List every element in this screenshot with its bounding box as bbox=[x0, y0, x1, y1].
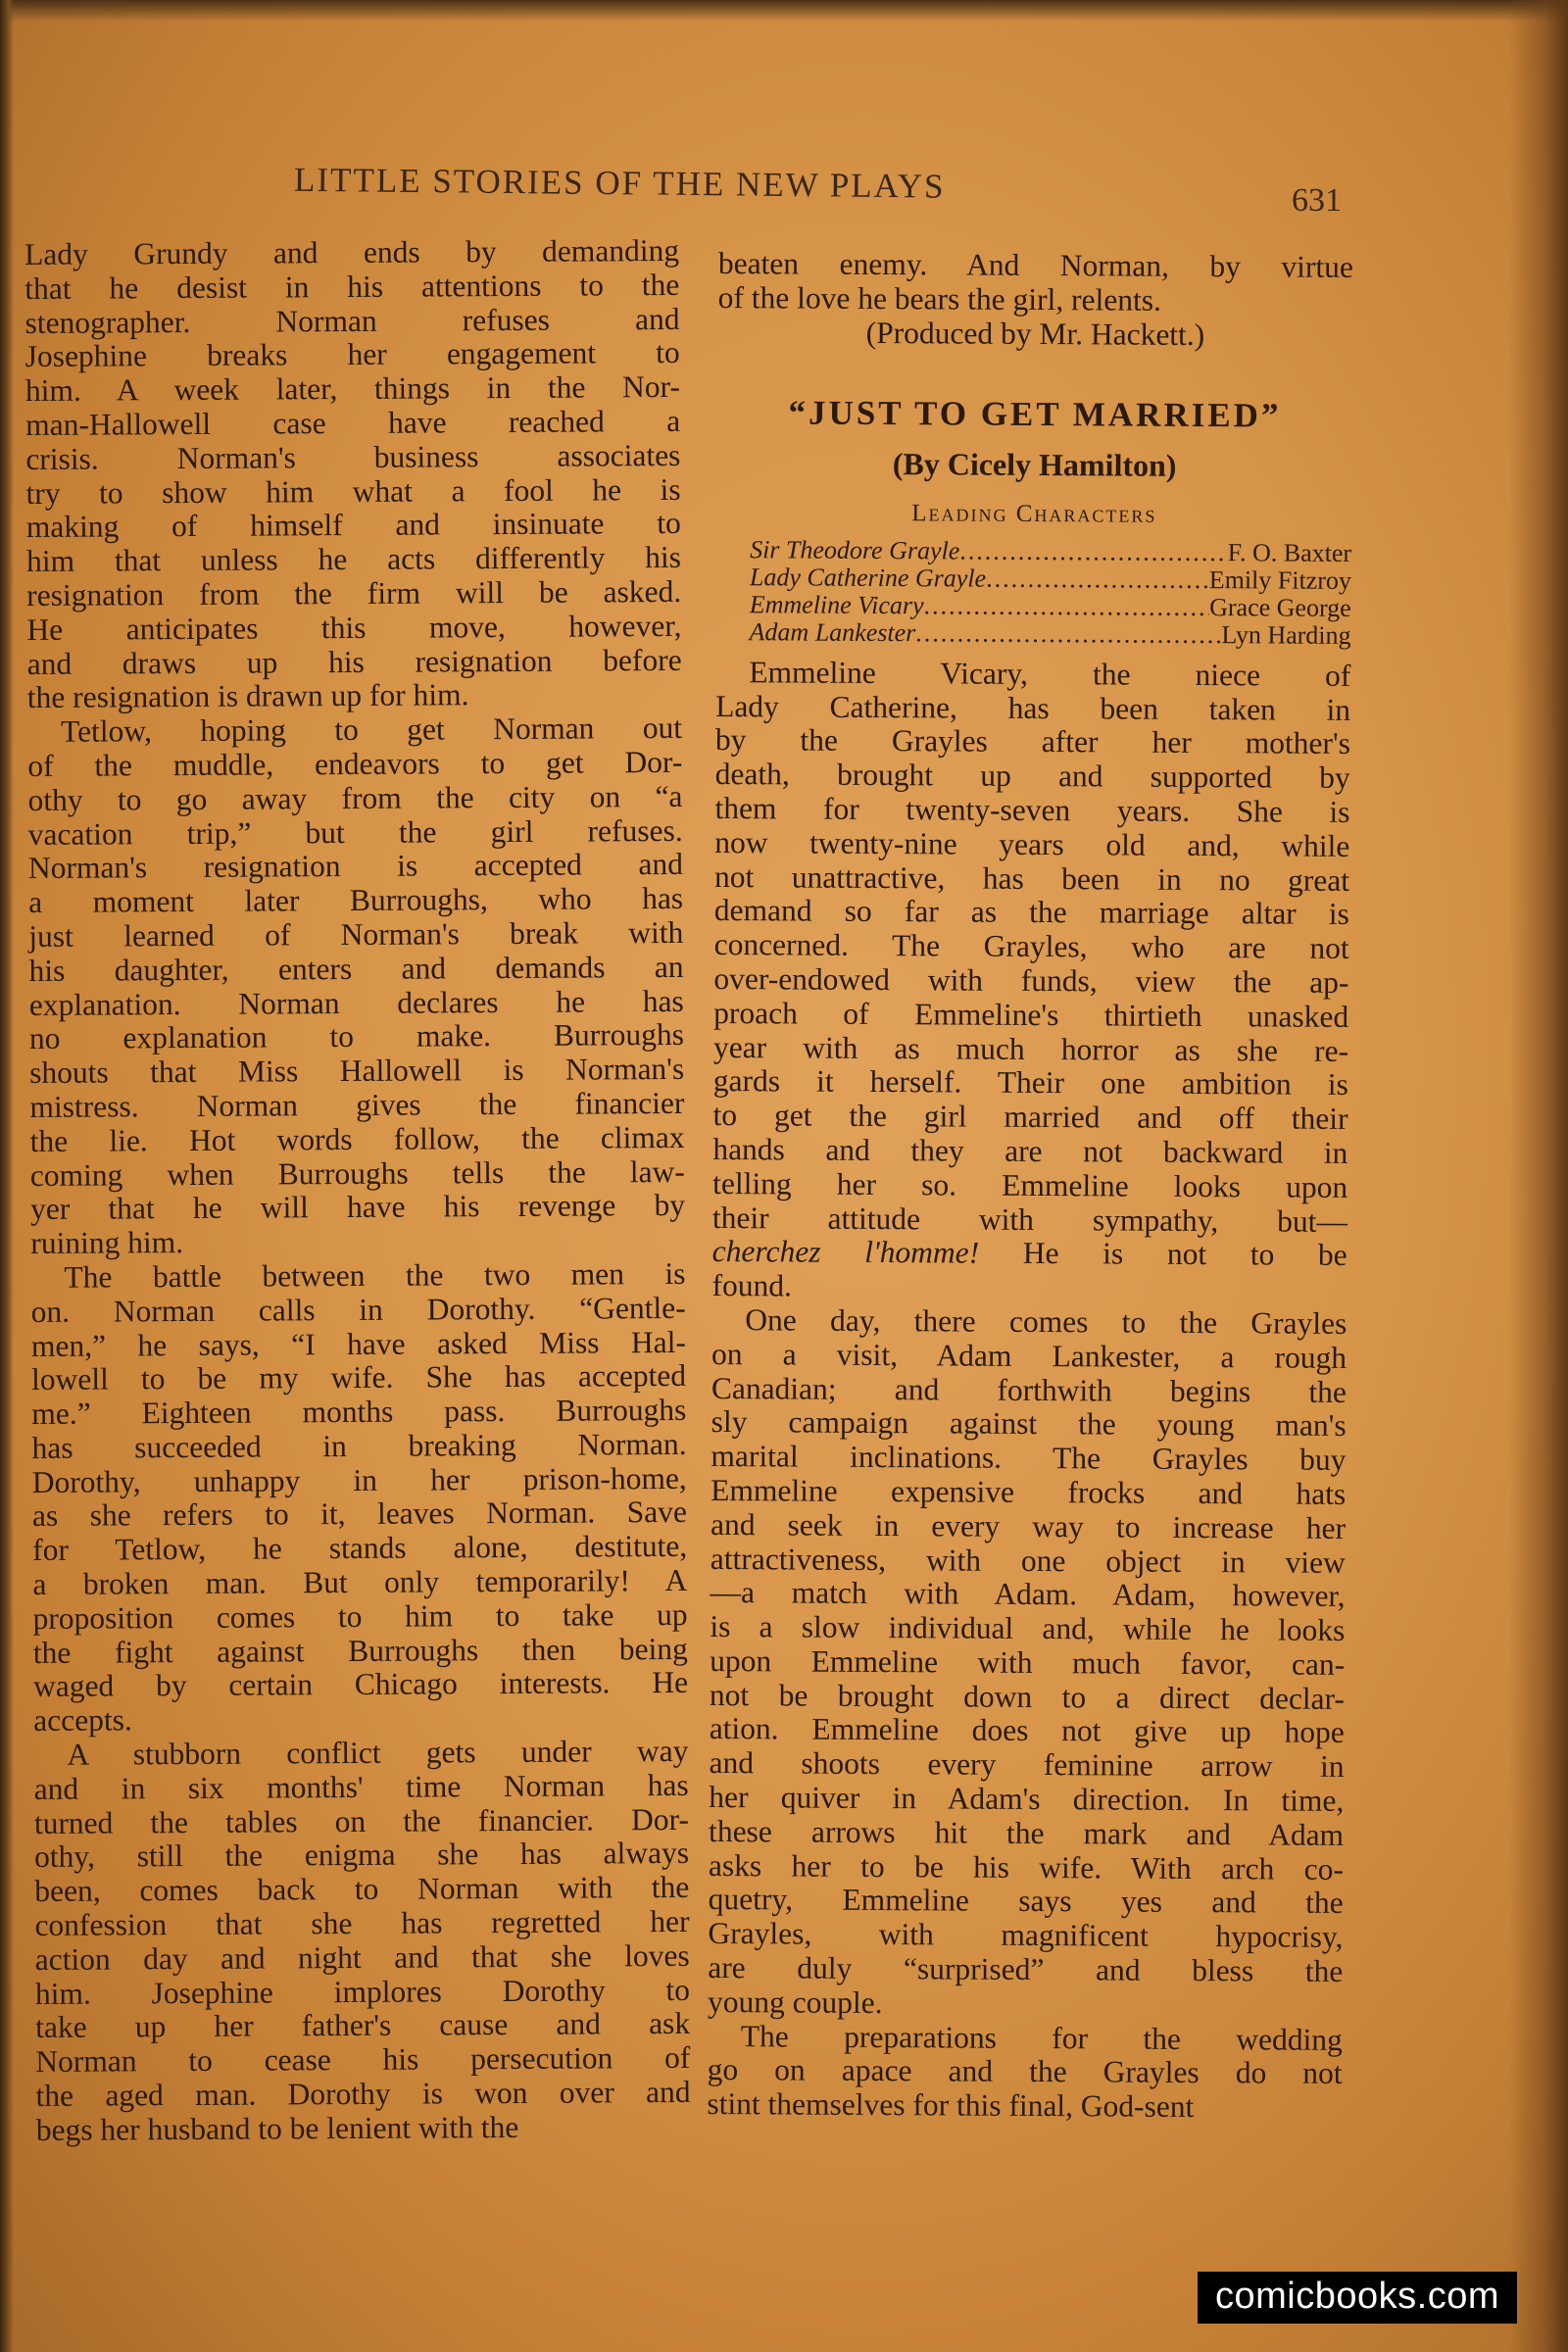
text-line: asks her to be his wife. With arch co- bbox=[708, 1847, 1345, 1886]
site-watermark: comicbooks.com bbox=[1198, 2272, 1517, 2324]
text-line: Canadian; and forthwith begins the bbox=[710, 1370, 1347, 1409]
text-line: resignation from the firm will be asked. bbox=[26, 573, 682, 612]
text-line: and draws up his resignation before bbox=[26, 642, 682, 681]
text-line: othy, still the enigma she has always bbox=[33, 1836, 690, 1875]
text-line: death, brought up and supported by bbox=[714, 757, 1350, 796]
text-line: Grayles, with magnificent hypocrisy, bbox=[708, 1916, 1344, 1955]
text-line: their attitude with sympathy, but— bbox=[711, 1200, 1348, 1239]
text-line: othy to go away from the city on “a bbox=[27, 778, 683, 817]
cast-actor: Lyn Harding bbox=[1221, 619, 1351, 650]
cast-leader-dots bbox=[915, 619, 1221, 649]
text-line: are duly “surprised” and bless the bbox=[708, 1950, 1344, 1988]
text-line: the lie. Hot words follow, the climax bbox=[29, 1119, 685, 1158]
text-line: making of himself and insinuate to bbox=[25, 506, 681, 545]
text-line: Josephine breaks her engagement to bbox=[24, 335, 680, 374]
text-line: by the Grayles after her mother's bbox=[714, 722, 1351, 761]
text-line: Emmeline Vicary, the niece of bbox=[749, 654, 1351, 693]
text-line: coming when Burroughs tells the law- bbox=[29, 1153, 685, 1193]
text-line: him. A week later, things in the Nor- bbox=[24, 369, 681, 409]
text-line: crisis. Norman's business associates bbox=[25, 437, 681, 476]
text-line: and in six months' time Norman has bbox=[33, 1767, 689, 1806]
text-line: now twenty-nine years old and, while bbox=[714, 824, 1350, 863]
cast-actor: F. O. Baxter bbox=[1227, 537, 1352, 567]
text-line: proach of Emmeline's thirtieth unasked bbox=[713, 995, 1349, 1034]
text-line: and shoots every feminine arrow in bbox=[709, 1745, 1345, 1785]
text-line: men,” he says, “I have asked Miss Hal- bbox=[30, 1324, 686, 1363]
text-line: upon Emmeline with much favor, can- bbox=[710, 1642, 1346, 1682]
text-line: try to show him what a fool he is bbox=[25, 471, 681, 511]
text-line: yer that he will have his revenge by bbox=[29, 1188, 686, 1227]
cast-leader-dots bbox=[959, 537, 1227, 566]
text-line: not be brought down to a direct declar- bbox=[709, 1677, 1346, 1716]
page-edge-shadow bbox=[1509, 0, 1568, 2352]
text-line: him. Josephine implores Dorothy to bbox=[34, 1972, 691, 2011]
cast-actor: Grace George bbox=[1209, 592, 1351, 622]
text-line: marital inclinations. The Grayles buy bbox=[710, 1439, 1347, 1478]
text-line: cherchez l'homme! He is not to be bbox=[711, 1234, 1348, 1273]
text-line: and seek in every way to increase her bbox=[710, 1506, 1347, 1545]
text-line: take up her father's cause and ask bbox=[35, 2006, 691, 2045]
left-column bbox=[24, 234, 691, 2148]
text-line: stenographer. Norman refuses and bbox=[24, 301, 680, 340]
producer-note: (Produced by Mr. Hackett.) bbox=[865, 315, 1205, 352]
text-line: has succeeded in breaking Norman. bbox=[31, 1426, 687, 1465]
text-line: beaten enemy. And Norman, by virtue bbox=[717, 246, 1353, 284]
text-line: explanation. Norman declares he has bbox=[28, 983, 684, 1022]
italic-phrase: cherchez l'homme! bbox=[711, 1234, 980, 1270]
text-line: shouts that Miss Hallowell is Norman's bbox=[29, 1052, 685, 1091]
text-line: vacation trip,” but the girl refuses. bbox=[27, 812, 683, 852]
text-line: Norman to cease his persecution of bbox=[35, 2040, 691, 2080]
cast-leader-dots bbox=[924, 592, 1210, 621]
cast-role: Sir Theodore Grayle bbox=[750, 534, 960, 565]
text-line: The battle between the two men is bbox=[64, 1255, 686, 1295]
right-column bbox=[707, 247, 1353, 2126]
text-line: that he desist in his attentions to the bbox=[24, 267, 680, 306]
page-top-shadow bbox=[0, 0, 1568, 22]
text-line: begs her husband to be lenient with the bbox=[35, 2109, 519, 2147]
text-line: confession that she has regretted her bbox=[34, 1903, 690, 1943]
text-line: sly campaign against the young man's bbox=[710, 1404, 1347, 1444]
text-line: of the muddle, endeavors to get Dor- bbox=[27, 744, 683, 783]
text-line: the aged man. Dorothy is won over and bbox=[35, 2074, 691, 2113]
text-line: is a slow individual and, while he looks bbox=[710, 1609, 1346, 1648]
text-line: hands and they are not backward in bbox=[712, 1131, 1348, 1170]
text-line: just learned of Norman's break with bbox=[28, 914, 684, 954]
text-line: mistress. Norman gives the financier bbox=[29, 1085, 685, 1124]
text-line: found. bbox=[711, 1268, 793, 1303]
text-line: action day and night and that she loves bbox=[34, 1937, 690, 1977]
right-column-intro bbox=[718, 247, 1353, 319]
text-line: stint themselves for this final, God-sent bbox=[707, 2086, 1195, 2125]
text-line: lowell to be my wife. She has accepted bbox=[31, 1358, 687, 1397]
text-line: ation. Emmeline does not give up hope bbox=[709, 1711, 1345, 1750]
text-line: proposition comes to him to take up bbox=[32, 1596, 688, 1636]
page-binding-shadow bbox=[0, 0, 14, 2352]
cast-leader-dots bbox=[986, 564, 1209, 593]
cast-heading: Leading Characters bbox=[911, 500, 1157, 528]
text-line: attractiveness, with one object in view bbox=[710, 1541, 1346, 1580]
text-line: —a match with Adam. Adam, however, bbox=[710, 1575, 1346, 1614]
cast-role: Lady Catherine Grayle bbox=[749, 562, 987, 593]
text-line: man-Hallowell case have reached a bbox=[25, 403, 681, 442]
text-line: concerned. The Grayles, who are not bbox=[713, 927, 1349, 966]
text-line: on. Norman calls in Dorothy. “Gentle- bbox=[30, 1290, 686, 1329]
cast-role: Emmeline Vicary bbox=[749, 589, 924, 620]
text-line: on a visit, Adam Lankester, a rough bbox=[710, 1336, 1348, 1375]
text-line: over-endowed with funds, view the ap- bbox=[713, 960, 1349, 1000]
text-line: him that unless he acts differently his bbox=[25, 540, 682, 579]
text-line: no explanation to make. Burroughs bbox=[28, 1017, 685, 1056]
cast-actor: Emily Fitzroy bbox=[1208, 564, 1352, 595]
play-title: “JUST TO GET MARRIED” bbox=[788, 393, 1282, 435]
text-line: me.” Eighteen months pass. Burroughs bbox=[31, 1392, 687, 1432]
text-line: waged by certain Chicago interests. He bbox=[32, 1665, 689, 1704]
text-line: go on apace and the Grayles do not bbox=[707, 2052, 1343, 2091]
text-line: a broken man. But only temporarily! A bbox=[32, 1562, 688, 1602]
text-line: He anticipates this move, however, bbox=[26, 608, 682, 647]
text-line: the fight against Burroughs then being bbox=[32, 1631, 688, 1670]
text-line: been, comes back to Norman with the bbox=[34, 1870, 690, 1909]
text-line: telling her so. Emmeline looks upon bbox=[712, 1165, 1348, 1204]
text-line: Emmeline expensive frocks and hats bbox=[710, 1472, 1347, 1511]
cast-role: Adam Lankester bbox=[749, 616, 916, 648]
text-line: accepts. bbox=[33, 1702, 132, 1739]
text-line: a moment later Burroughs, who has bbox=[28, 881, 684, 920]
text-line: One day, there comes to the Grayles bbox=[745, 1302, 1348, 1341]
text-line: young couple. bbox=[707, 1984, 883, 2020]
text-line: to get the girl married and off their bbox=[712, 1098, 1348, 1137]
text-line: quetry, Emmeline says yes and the bbox=[708, 1882, 1344, 1921]
play-author: (By Cicely Hamilton) bbox=[892, 446, 1177, 484]
cast-entry bbox=[716, 618, 1351, 650]
text-line: not unattractive, has been in no great bbox=[713, 858, 1350, 898]
text-line: ruining him. bbox=[30, 1225, 184, 1261]
text-line: of the love he bears the girl, relents. bbox=[717, 279, 1162, 318]
text-line: her quiver in Adam's direction. In time, bbox=[709, 1780, 1345, 1819]
text-line: Tetlow, hoping to get Norman out bbox=[60, 710, 683, 749]
text-line: year with as much horror as she re- bbox=[712, 1029, 1349, 1068]
cast-list bbox=[716, 536, 1352, 650]
text-line: for Tetlow, he stands alone, destitute, bbox=[32, 1529, 688, 1568]
text-line: Lady Grundy and ends by demanding bbox=[24, 232, 680, 271]
text-line: Dorothy, unhappy in her prison-home, bbox=[31, 1460, 687, 1499]
text-line: The preparations for the wedding bbox=[740, 2018, 1343, 2057]
text-line: his daughter, enters and demands an bbox=[28, 949, 684, 988]
text-line: as she refers to it, leaves Norman. Save bbox=[31, 1494, 688, 1534]
text-line: the resignation is drawn up for him. bbox=[26, 677, 469, 715]
right-column-body bbox=[707, 656, 1350, 2126]
page-number: 631 bbox=[1292, 182, 1342, 219]
text-line: A stubborn conflict gets under way bbox=[67, 1733, 689, 1772]
text-line: Norman's resignation is accepted and bbox=[27, 847, 684, 886]
text-line: these arrows hit the mark and Adam bbox=[709, 1813, 1345, 1852]
text-line: them for twenty-seven years. She is bbox=[714, 790, 1350, 829]
text-line: demand so far as the marriage altar is bbox=[713, 893, 1349, 932]
text-line: turned the tables on the financier. Dor- bbox=[33, 1801, 689, 1840]
text-line: gards it herself. Their one ambition is bbox=[712, 1063, 1348, 1102]
running-head: LITTLE STORIES OF THE NEW PLAYS bbox=[293, 160, 946, 206]
text-line: Lady Catherine, has been taken in bbox=[715, 688, 1351, 727]
